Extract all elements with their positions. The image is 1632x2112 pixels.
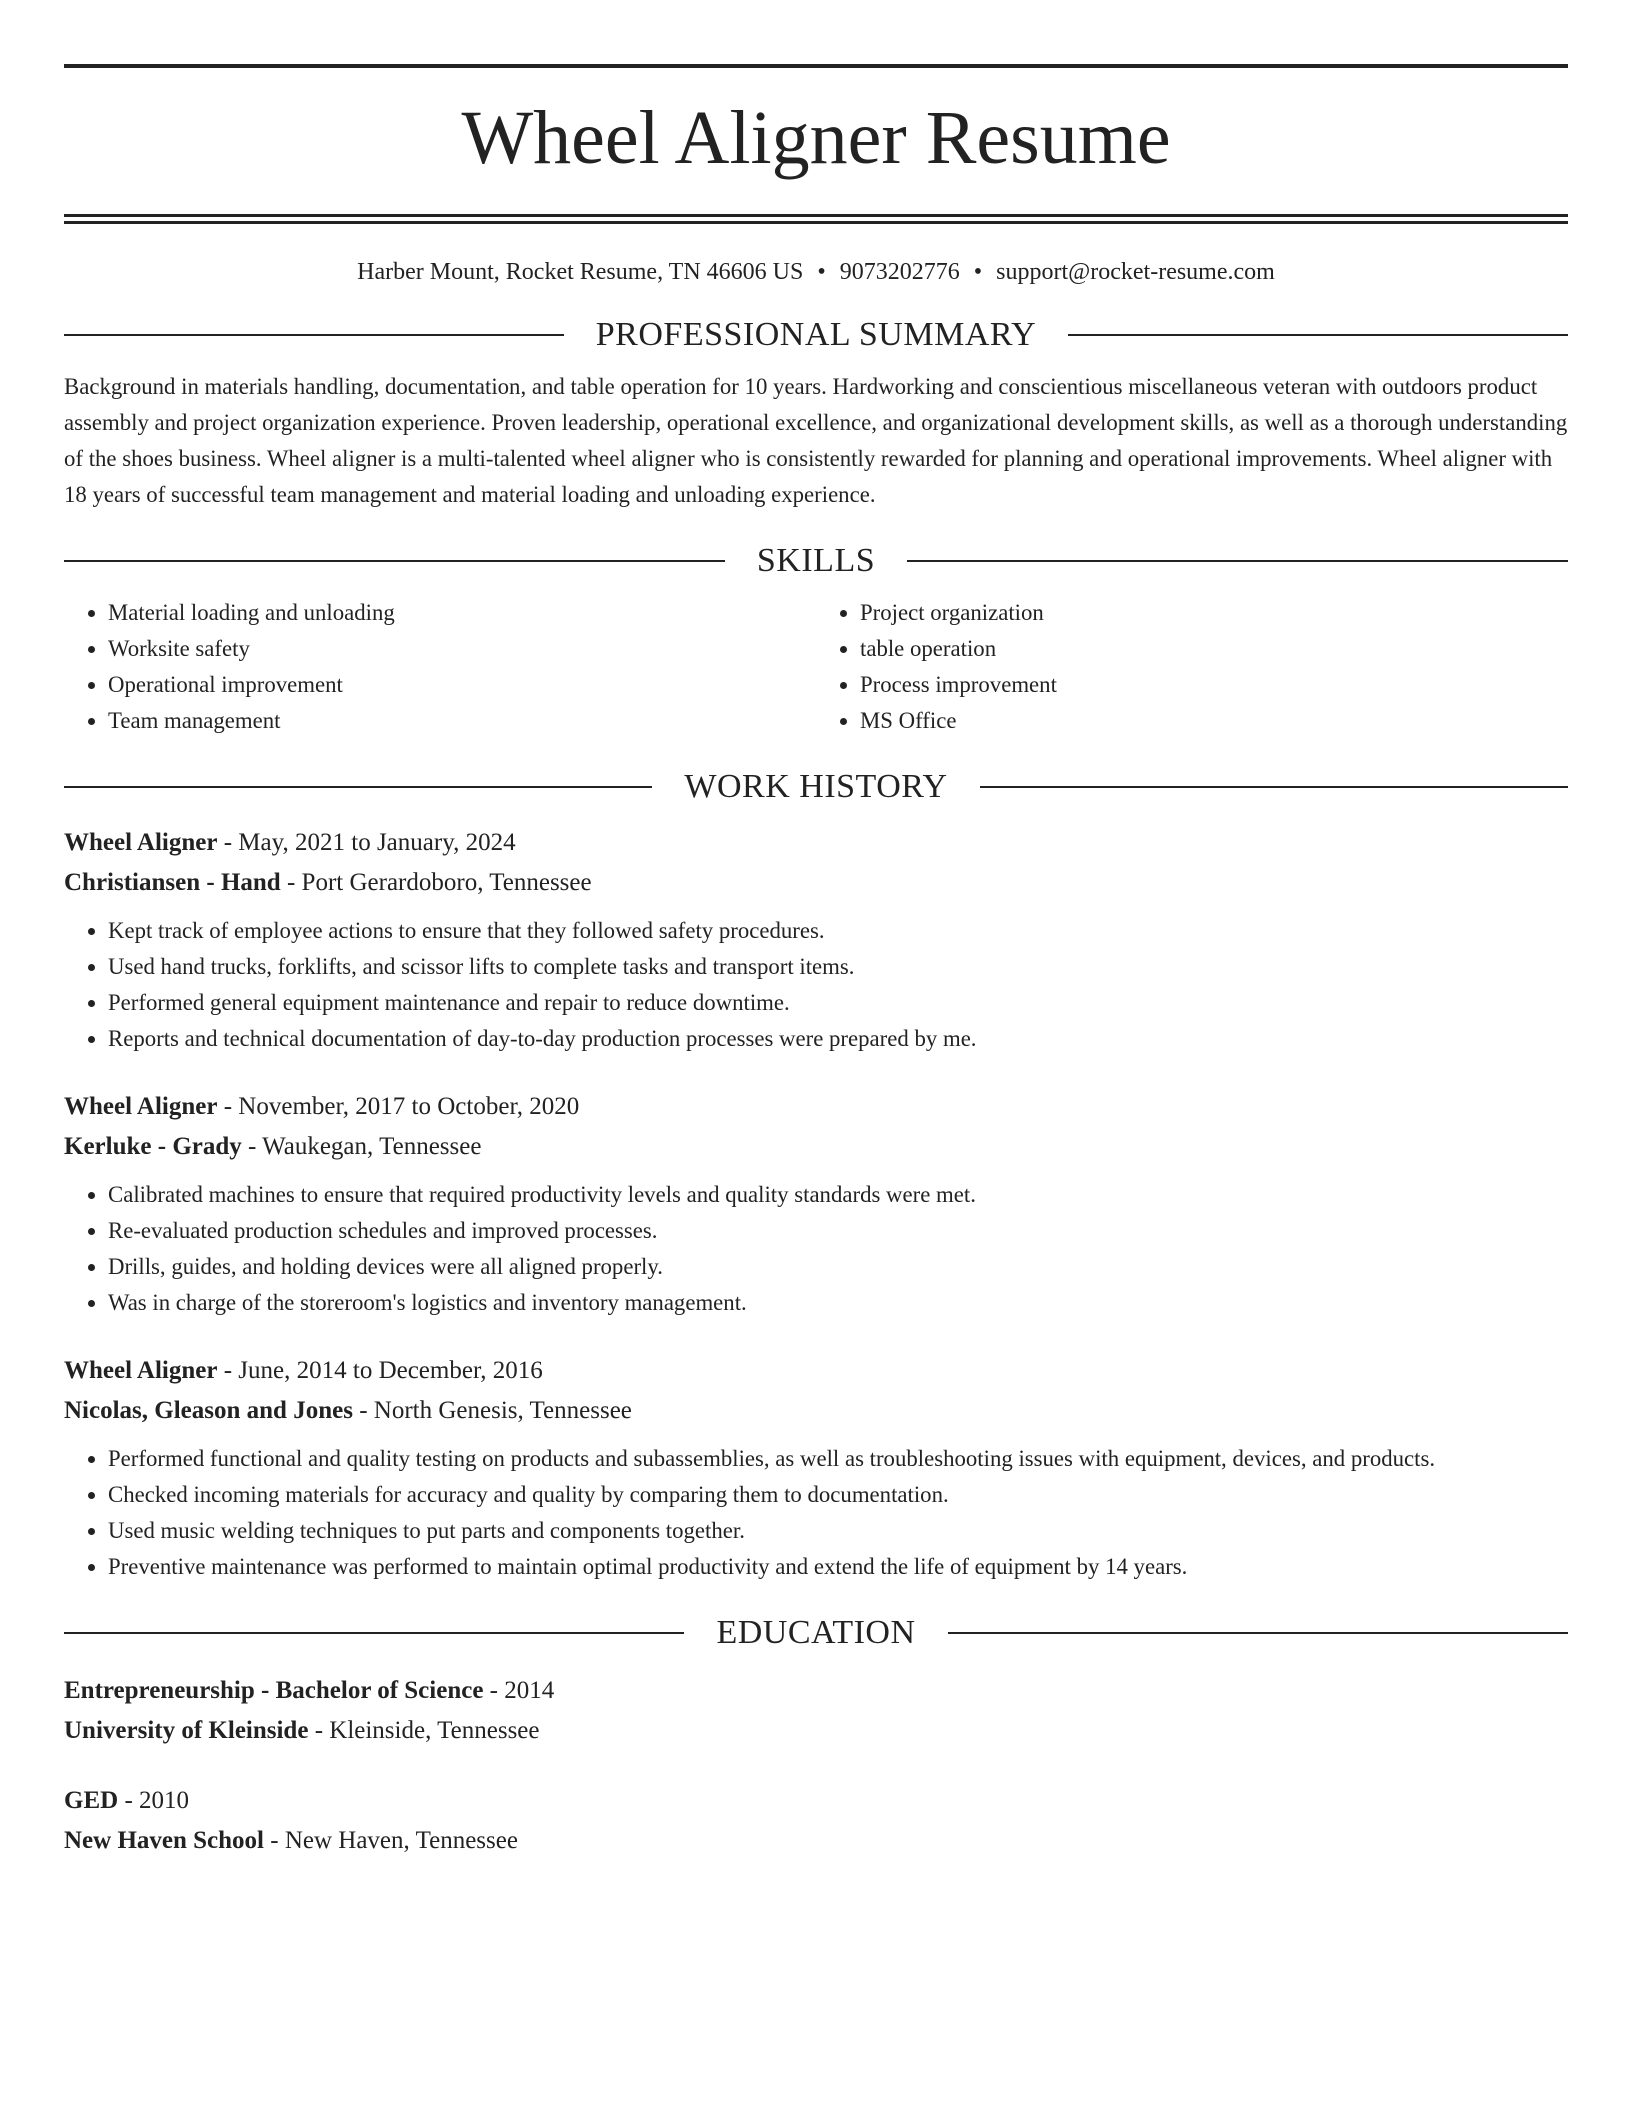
summary-heading: PROFESSIONAL SUMMARY: [595, 315, 1037, 353]
education-degree-line: [64, 1781, 1568, 1821]
job-title: Wheel Aligner: [64, 828, 218, 856]
skill-item: • Process improvement: [860, 667, 1568, 703]
top-rule: [64, 64, 1568, 68]
contact-email[interactable]: support@rocket-resume.com: [996, 259, 1275, 285]
header-rule-right: [907, 560, 1568, 562]
work-heading: WORK HISTORY: [684, 767, 948, 805]
education-entry: [64, 1671, 1568, 1751]
skills-column-right: [816, 595, 1568, 739]
education-year: - 2014: [483, 1676, 555, 1704]
job-title-line: [64, 1087, 1568, 1127]
education-school-line: [64, 1821, 1568, 1861]
job-title-line: [64, 823, 1568, 863]
education-location: - New Haven, Tennessee: [264, 1826, 518, 1854]
education-heading: EDUCATION: [716, 1613, 916, 1651]
education-degree: Entrepreneurship - Bachelor of Science: [64, 1676, 484, 1704]
header-rule-right: [980, 786, 1568, 788]
resume-title: Wheel Aligner Resume: [461, 96, 1171, 180]
education-school-line: [64, 1711, 1568, 1751]
education-school: New Haven School: [64, 1826, 264, 1854]
job-title: Wheel Aligner: [64, 1356, 218, 1384]
skill-item: • MS Office: [860, 703, 1568, 739]
job-bullet: • Used music welding techniques to put parts and components together.: [108, 1513, 1568, 1549]
contact-separator: •: [973, 259, 983, 285]
job-bullet: • Used hand trucks, forklifts, and scissor lifts to complete tasks and transport items.: [108, 949, 1568, 985]
job-bullet: • Performed general equipment maintenance and repair to reduce downtime.: [108, 985, 1568, 1021]
job-bullet: • Re-evaluated production schedules and improved processes.: [108, 1213, 1568, 1249]
summary-section-header: [64, 311, 1568, 359]
education-year: - 2010: [118, 1786, 190, 1814]
contact-phone[interactable]: 9073202776: [839, 259, 960, 285]
header-rule-right: [948, 1632, 1568, 1634]
job-bullet: • Kept track of employee actions to ensure that they followed safety procedures.: [108, 913, 1568, 949]
skills-heading: SKILLS: [756, 541, 876, 579]
education-location: - Kleinside, Tennessee: [308, 1716, 540, 1744]
header-rule-left: [64, 786, 652, 788]
job-bullets: [64, 1441, 1568, 1585]
skills-column-left: [64, 595, 816, 739]
skill-item: • Project organization: [860, 595, 1568, 631]
skill-item: • Operational improvement: [108, 667, 816, 703]
job-dates: - May, 2021 to January, 2024: [217, 828, 516, 856]
skill-item: • Worksite safety: [108, 631, 816, 667]
job-location: - Waukegan, Tennessee: [241, 1132, 482, 1160]
job-bullet: • Was in charge of the storeroom's logistics and inventory management.: [108, 1285, 1568, 1321]
job-entry: [64, 1351, 1568, 1585]
resume-page: [64, 64, 1568, 1861]
job-bullet: • Reports and technical documentation of day-to-day production processes were prepared by me.: [108, 1021, 1568, 1057]
job-bullet: • Checked incoming materials for accuracy and quality by comparing them to documentation.: [108, 1477, 1568, 1513]
header-rule-right: [1068, 334, 1568, 336]
work-section-header: [64, 763, 1568, 811]
job-company-line: [64, 863, 1568, 903]
job-company: Nicolas, Gleason and Jones: [64, 1396, 353, 1424]
skill-item: • Team management: [108, 703, 816, 739]
job-title: Wheel Aligner: [64, 1092, 218, 1120]
skill-item: • Material loading and unloading: [108, 595, 816, 631]
job-title-line: [64, 1351, 1568, 1391]
job-location: - Port Gerardoboro, Tennessee: [280, 868, 592, 896]
contact-line: [64, 258, 1568, 287]
education-section-header: [64, 1609, 1568, 1657]
job-company-line: [64, 1391, 1568, 1431]
job-company: Kerluke - Grady: [64, 1132, 242, 1160]
job-dates: - November, 2017 to October, 2020: [217, 1092, 580, 1120]
job-company: Christiansen - Hand: [64, 868, 281, 896]
header-rule-left: [64, 560, 725, 562]
education-entry: [64, 1781, 1568, 1861]
contact-address: Harber Mount, Rocket Resume, TN 46606 US: [357, 259, 804, 285]
contact-separator: •: [817, 259, 826, 285]
job-company-line: [64, 1127, 1568, 1167]
job-location: - North Genesis, Tennessee: [352, 1396, 632, 1424]
education-school: University of Kleinside: [64, 1716, 309, 1744]
job-bullet: • Performed functional and quality testing on products and subassemblies, as well as troubleshooting issues with equipment, devices, and products.: [108, 1441, 1568, 1477]
job-dates: - June, 2014 to December, 2016: [217, 1356, 543, 1384]
skills-section-header: [64, 537, 1568, 585]
job-bullet: • Drills, guides, and holding devices were all aligned properly.: [108, 1249, 1568, 1285]
job-bullets: [64, 1177, 1568, 1321]
education-degree-line: [64, 1671, 1568, 1711]
header-rule-left: [64, 1632, 684, 1634]
skills-list: [64, 595, 1568, 739]
job-entry: [64, 1087, 1568, 1321]
job-bullets: [64, 913, 1568, 1057]
job-bullet: • Calibrated machines to ensure that required productivity levels and quality standards were met.: [108, 1177, 1568, 1213]
title-double-rule: [64, 214, 1568, 224]
education-degree: GED: [64, 1786, 119, 1814]
header-rule-left: [64, 334, 564, 336]
job-entry: [64, 823, 1568, 1057]
job-bullet: • Preventive maintenance was performed to maintain optimal productivity and extend the life of equipment by 14 years.: [108, 1549, 1568, 1585]
skill-item: • table operation: [860, 631, 1568, 667]
summary-text: Background in materials handling, documentation, and table operation for 10 years. Hardworking and conscientious miscellaneous veteran with outdoors product assembly and project organization experience. Proven leadership, operational excellence, and organizational development skills, as well as a thorough understanding of the shoes business. Wheel aligner is a multi-talented wheel aligner who is consistently rewarded for planning and operational improvements. Wheel aligner with 18 years of successful team management and material loading and unloading experience.: [64, 373, 1568, 507]
